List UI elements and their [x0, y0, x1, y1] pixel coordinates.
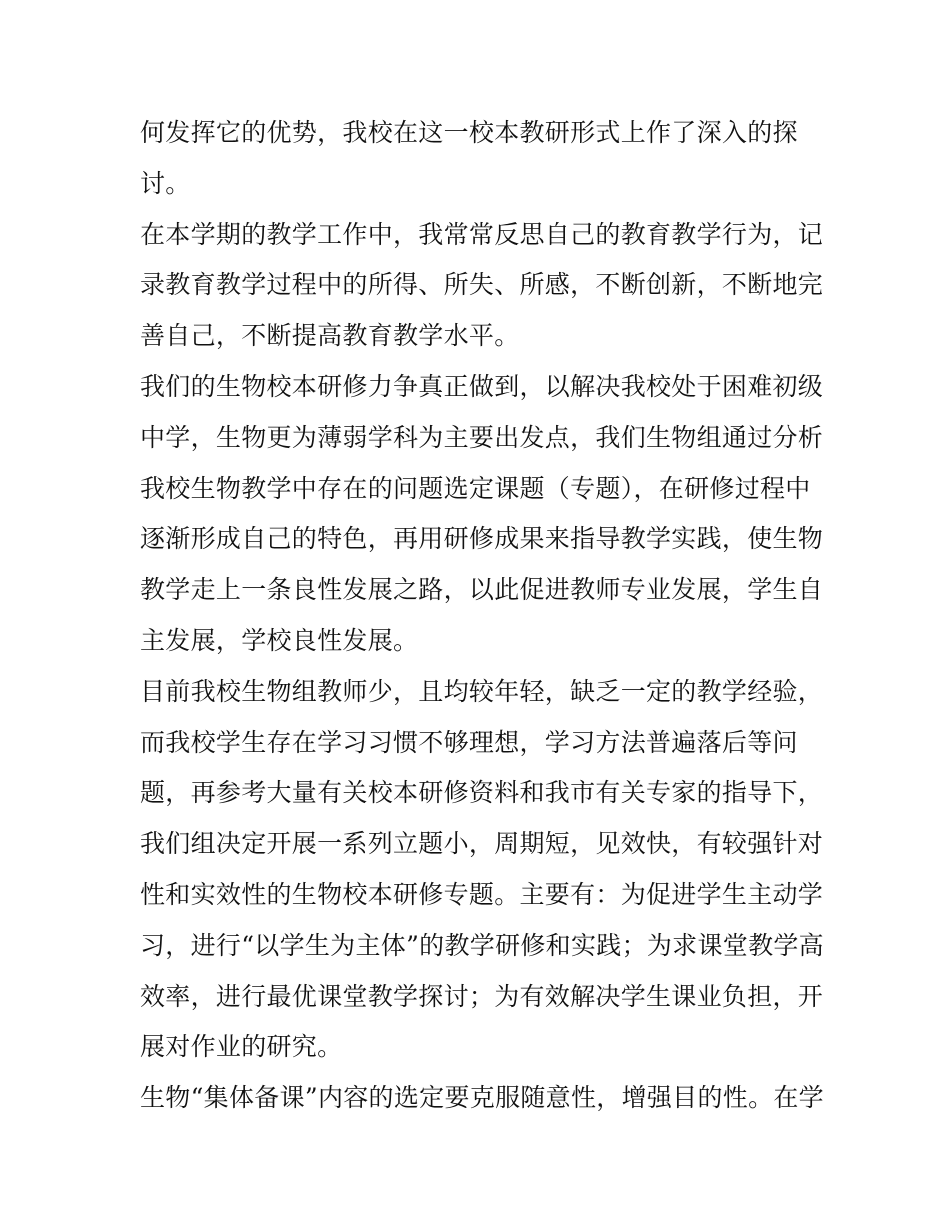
text-line: 我校生物教学中存在的问题选定课题（专题），在研修过程中 — [140, 473, 811, 503]
text-line: 效率，进行最优课堂教学探讨；为有效解决学生课业负担，开 — [140, 981, 824, 1011]
document-body — [140, 108, 824, 1124]
text-line: 我们组决定开展一系列立题小，周期短，见效快，有较强针对 — [140, 829, 824, 859]
text-line: 目前我校生物组教师少，且均较年轻，缺乏一定的教学经验， — [140, 676, 824, 706]
text-line: 习，进行“以学生为主体”的教学研修和实践；为求课堂教学高 — [140, 930, 824, 960]
text-line: 生物“集体备课”内容的选定要克服随意性，增强目的性。在学 — [140, 1083, 824, 1113]
text-line: 中学，生物更为薄弱学科为主要出发点，我们生物组通过分析 — [140, 422, 824, 452]
text-line: 性和实效性的生物校本研修专题。主要有：为促进学生主动学 — [140, 879, 824, 909]
text-line: 我们的生物校本研修力争真正做到，以解决我校处于困难初级 — [140, 371, 824, 401]
text-line: 而我校学生存在学习习惯不够理想，学习方法普遍落后等问 — [140, 727, 798, 757]
text-line: 展对作业的研究。 — [140, 1032, 343, 1062]
text-line: 在本学期的教学工作中，我常常反思自己的教育教学行为，记 — [140, 219, 824, 249]
text-line: 录教育教学过程中的所得、所失、所感，不断创新，不断地完 — [140, 270, 824, 300]
text-line: 逐渐形成自己的特色，再用研修成果来指导教学实践，使生物 — [140, 524, 824, 554]
text-line: 讨。 — [140, 168, 191, 198]
text-line: 主发展，学校良性发展。 — [140, 625, 419, 655]
text-line: 善自己，不断提高教育教学水平。 — [140, 321, 520, 351]
text-line: 何发挥它的优势，我校在这一校本教研形式上作了深入的探 — [140, 118, 798, 147]
text-line: 教学走上一条良性发展之路，以此促进教师专业发展，学生自 — [140, 575, 824, 605]
text-line: 题，再参考大量有关校本研修资料和我市有关专家的指导下， — [140, 778, 824, 808]
